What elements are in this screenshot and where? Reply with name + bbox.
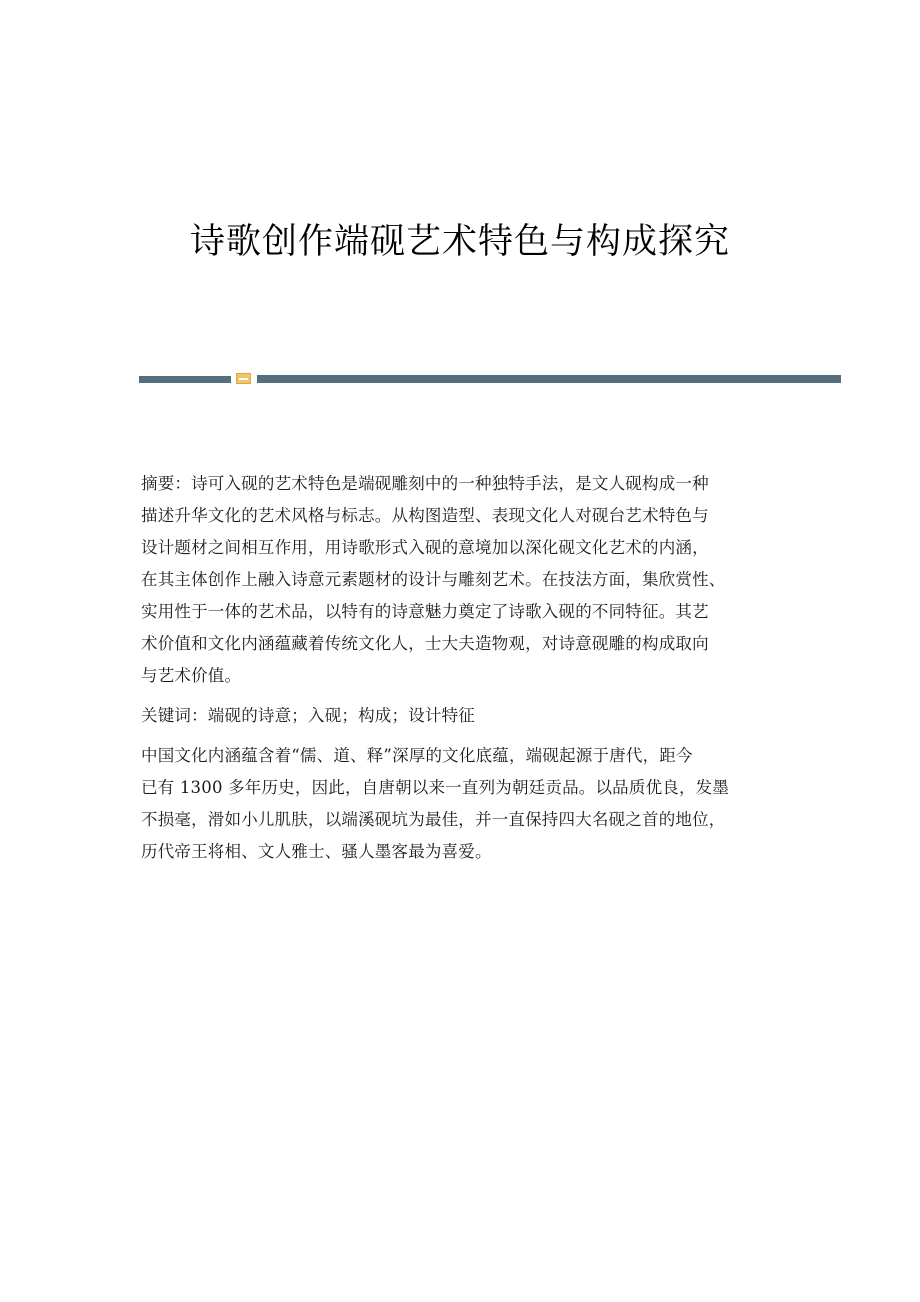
abstract-paragraph [141, 468, 791, 692]
title-divider [139, 372, 841, 386]
divider-bar-right [257, 375, 841, 383]
body-line: 不损毫，滑如小儿肌肤，以端溪砚坑为最佳，并一直保持四大名砚之首的地位， [141, 810, 726, 829]
abstract-line: 实用性于一体的艺术品，以特有的诗意魅力奠定了诗歌入砚的不同特征。其艺 [141, 602, 709, 621]
abstract-line: 在其主体创作上融入诗意元素题材的设计与雕刻艺术。在技法方面，集欣赏性、 [141, 570, 726, 589]
abstract-line: 术价值和文化内涵蕴藏着传统文化人，士大夫造物观，对诗意砚雕的构成取向 [141, 634, 709, 653]
body-line: 中国文化内涵蕴含着“儒、道、释”深厚的文化底蕴，端砚起源于唐代，距今 [141, 746, 693, 765]
page-title: 诗歌创作端砚艺术特色与构成探究 [189, 222, 730, 262]
body-line: 历代帝王将相、文人雅士、骚人墨客最为喜爱。 [141, 842, 492, 861]
abstract-line: 设计题材之间相互作用，用诗歌形式入砚的意境加以深化砚文化艺术的内涵， [141, 538, 709, 557]
body-paragraph [141, 740, 791, 868]
divider-bar-left [139, 376, 231, 383]
document-body [141, 468, 791, 868]
keywords-text: 关键词：端砚的诗意；入砚；构成；设计特征 [141, 706, 475, 725]
divider-ornament-icon [236, 373, 251, 384]
abstract-line: 摘要：诗可入砚的艺术特色是端砚雕刻中的一种独特手法，是文人砚构成一种 [141, 474, 709, 493]
body-line: 已有 1300 多年历史，因此，自唐朝以来一直列为朝廷贡品。以品质优良，发墨 [141, 778, 730, 797]
abstract-line: 描述升华文化的艺术风格与标志。从构图造型、表现文化人对砚台艺术特色与 [141, 506, 709, 525]
abstract-line: 与艺术价值。 [141, 666, 242, 685]
keywords-line [141, 700, 791, 732]
